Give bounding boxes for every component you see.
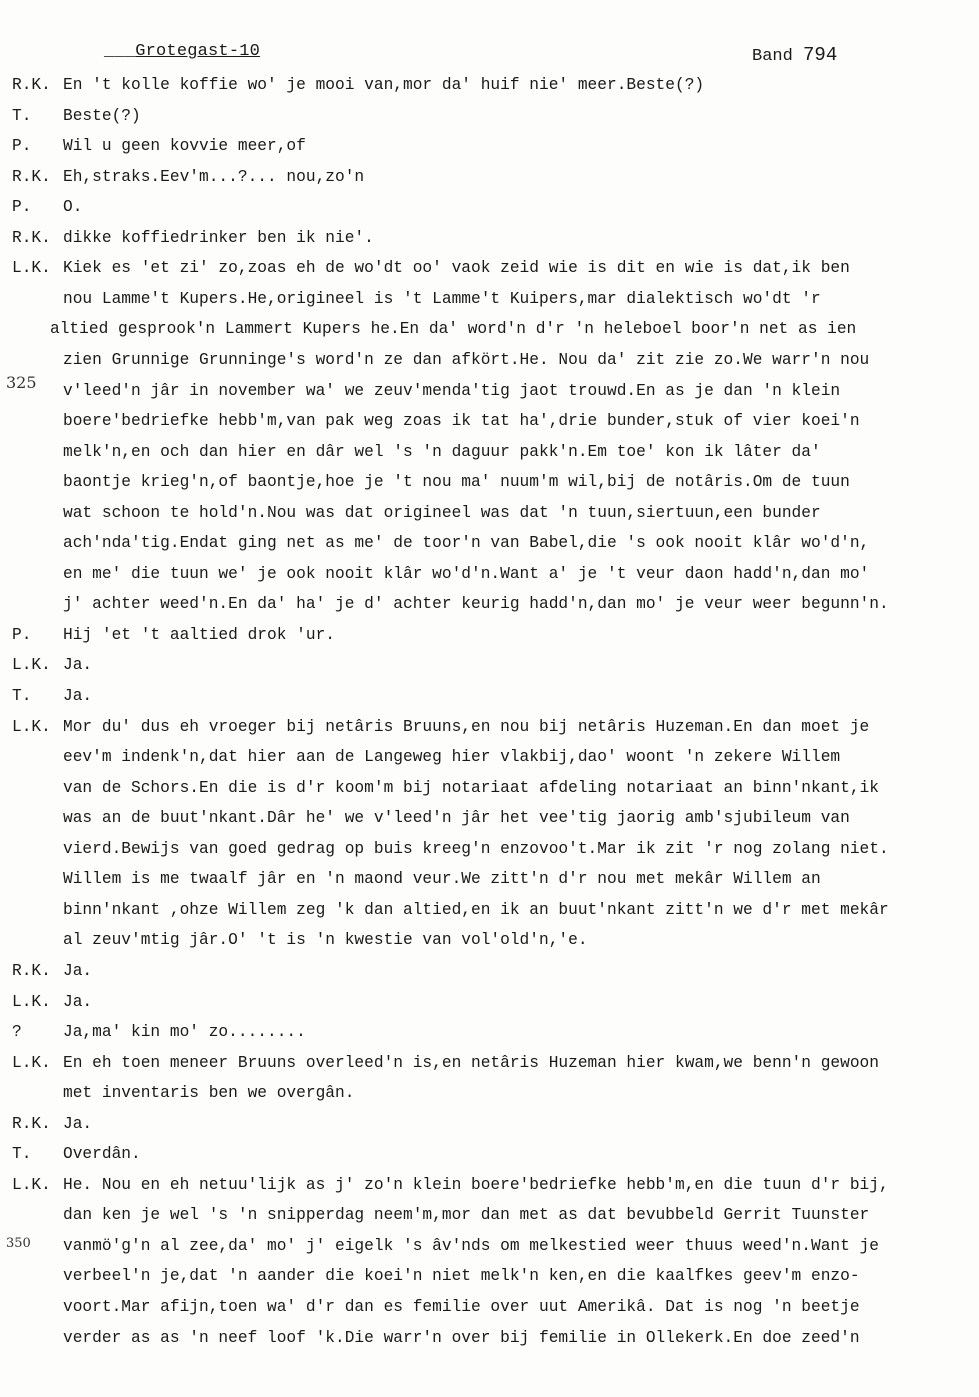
line-text: He. Nou en eh netuu'lijk as j' zo'n klein boere'bedriefke hebb'm,en die tuun d'r bij, <box>63 1176 889 1194</box>
speaker-label: L.K. <box>12 1054 51 1072</box>
line-text: wat schoon te hold'n.Nou was dat origineel was dat 'n tuun,siertuun,een bunder <box>63 504 821 522</box>
margin-note-325: 325 <box>6 373 37 392</box>
line-text: voort.Mar afijn,toen wa' d'r dan es femilie over uut Amerikâ. Dat is nog 'n beetje <box>63 1298 860 1316</box>
speaker-label: R.K. <box>12 229 51 247</box>
line-text: dan ken je wel 's 'n snipperdag neem'm,mor dan met as dat bevubbeld Gerrit Tuunster <box>63 1206 870 1224</box>
band-label <box>752 44 837 66</box>
line-text: boere'bedriefke hebb'm,van pak weg zoas ik tat ha',drie bunder,stuk of vier koei'n <box>63 412 860 430</box>
line-text: eev'm indenk'n,dat hier aan de Langeweg hier vlakbij,dao' woont 'n zekere Willem <box>63 748 841 766</box>
line-text: van de Schors.En die is d'r koom'm bij notariaat afdeling notariaat an binn'nkant,ik <box>63 779 879 797</box>
speaker-label: L.K. <box>12 993 51 1011</box>
band-label-text: Band <box>752 47 793 66</box>
band-number: 794 <box>803 44 838 66</box>
line-text: nou Lamme't Kupers.He,origineel is 't Lamme't Kuipers,mar dialektisch wo'dt 'r <box>63 290 821 308</box>
line-text: Ja. <box>63 656 93 674</box>
line-text: Overdân. <box>63 1145 141 1163</box>
line-text: Ja. <box>63 687 93 705</box>
speaker-label: P. <box>12 198 32 216</box>
line-text: Ja. <box>63 993 93 1011</box>
speaker-label: T. <box>12 687 32 705</box>
line-text: Hij 'et 't aaltied drok 'ur. <box>63 626 335 644</box>
line-text: Wil u geen kovvie meer,of <box>63 137 306 155</box>
line-text: vanmö'g'n al zee,da' mo' j' eigelk 's âv'nds om melkestied weer thuus weed'n.Want je <box>63 1237 879 1255</box>
line-text: vierd.Bewijs van goed gedrag op buis kreeg'n enzovoo't.Mar ik zit 'r nog zolang niet. <box>63 840 889 858</box>
line-text: Ja,ma' kin mo' zo........ <box>63 1023 306 1041</box>
line-text: j' achter weed'n.En da' ha' je d' achter keurig hadd'n,dan mo' je veur weer begunn'n. <box>63 595 889 613</box>
line-text: ach'nda'tig.Endat ging net as me' de toor'n van Babel,die 's ook nooit klâr wo'd'n, <box>63 534 870 552</box>
line-text: En eh toen meneer Bruuns overleed'n is,en netâris Huzeman hier kwam,we benn'n gewoon <box>63 1054 879 1072</box>
speaker-label: P. <box>12 626 32 644</box>
speaker-label: R.K. <box>12 962 51 980</box>
line-text: Mor du' dus eh vroeger bij netâris Bruuns,en nou bij netâris Huzeman.En dan moet je <box>63 718 870 736</box>
document-title: ___Grotegast-10 <box>104 42 261 61</box>
line-text: Beste(?) <box>63 107 141 125</box>
line-text: Willem is me twaalf jâr en 'n maond veur.We zitt'n d'r nou met mekâr Willem an <box>63 870 821 888</box>
line-text: verder as as 'n neef loof 'k.Die warr'n over bij femilie in Ollekerk.En doe zeed'n <box>63 1329 860 1347</box>
line-text: v'leed'n jâr in november wa' we zeuv'menda'tig jaot trouwd.En as je dan 'n klein <box>63 382 841 400</box>
line-text: was an de buut'nkant.Dâr he' we v'leed'n jâr het vee'tig jaorig amb'sjubileum van <box>63 809 850 827</box>
speaker-label: R.K. <box>12 76 51 94</box>
speaker-label: L.K. <box>12 718 51 736</box>
speaker-label: R.K. <box>12 168 51 186</box>
margin-note-350: 350 <box>6 1236 31 1251</box>
line-text: al zeuv'mtig jâr.O' 't is 'n kwestie van vol'old'n,'e. <box>63 931 588 949</box>
line-text: Kiek es 'et zi' zo,zoas eh de wo'dt oo' vaok zeid wie is dit en wie is dat,ik ben <box>63 259 850 277</box>
line-text: baontje krieg'n,of baontje,hoe je 't nou ma' nuum'm wil,bij de notâris.Om de tuun <box>63 473 850 491</box>
line-text: en me' die tuun we' je ook nooit klâr wo'd'n.Want a' je 't veur daon hadd'n,dan mo' <box>63 565 870 583</box>
line-text: binn'nkant ,ohze Willem zeg 'k dan altied,en ik an buut'nkant zitt'n we d'r met mekâr <box>63 901 889 919</box>
line-text: dikke koffiedrinker ben ik nie'. <box>63 229 374 247</box>
line-text: Ja. <box>63 962 93 980</box>
speaker-label: T. <box>12 107 32 125</box>
speaker-label: P. <box>12 137 32 155</box>
speaker-label: ? <box>12 1023 22 1041</box>
line-text: Ja. <box>63 1115 93 1133</box>
line-text: O. <box>63 198 83 216</box>
speaker-label: L.K. <box>12 259 51 277</box>
speaker-label: L.K. <box>12 656 51 674</box>
document-title-text: Grotegast-10 <box>135 42 261 61</box>
line-text: Eh,straks.Eev'm...?... nou,zo'n <box>63 168 365 186</box>
line-text: altied gesprook'n Lammert Kupers he.En da' word'n d'r 'n heleboel boor'n net as ien <box>50 320 857 338</box>
line-text: En 't kolle koffie wo' je mooi van,mor da' huif nie' meer.Beste(?) <box>63 76 705 94</box>
line-text: met inventaris ben we overgân. <box>63 1084 355 1102</box>
speaker-label: T. <box>12 1145 32 1163</box>
speaker-label: L.K. <box>12 1176 51 1194</box>
line-text: zien Grunnige Grunninge's word'n ze dan afkört.He. Nou da' zit zie zo.We warr'n nou <box>63 351 870 369</box>
line-text: verbeel'n je,dat 'n aander die koei'n niet melk'n ken,en die kaalfkes geev'm enzo- <box>63 1267 860 1285</box>
line-text: melk'n,en och dan hier en dâr wel 's 'n daguur pakk'n.Em toe' kon ik lâter da' <box>63 443 821 461</box>
speaker-label: R.K. <box>12 1115 51 1133</box>
